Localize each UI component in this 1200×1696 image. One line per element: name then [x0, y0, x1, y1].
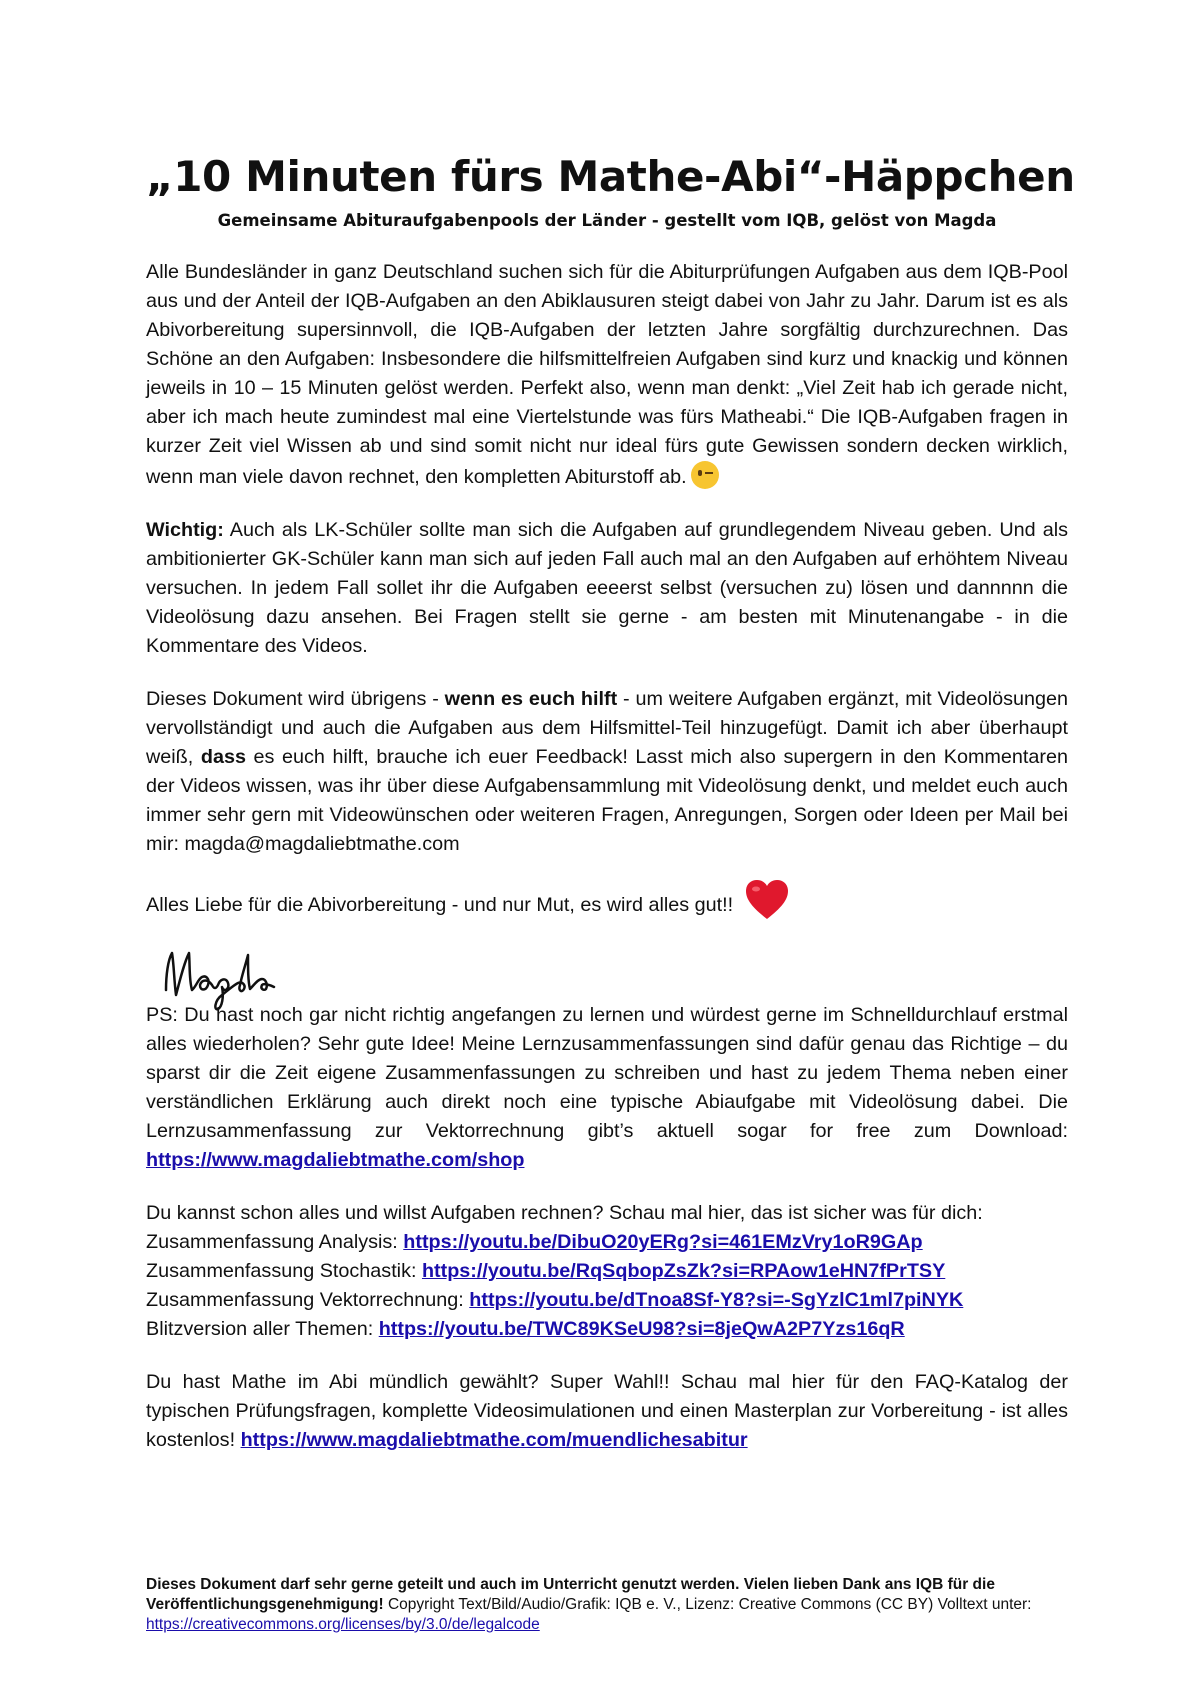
oral-exam-link[interactable]: https://www.magdaliebtmathe.com/muendlichesabitur: [240, 1429, 748, 1451]
summary-label-vektorrechnung: Zusammenfassung Vektorrechnung:: [146, 1289, 470, 1311]
page-subtitle: Gemeinsame Abituraufgabenpools der Länder - gestellt vom IQB, gelöst von Magda: [217, 211, 997, 230]
important-paragraph: [146, 516, 1068, 661]
footer-text: Copyright Text/Bild/Audio/Grafik: IQB e. V., Lizenz: Creative Commons (CC BY) Volltext unter:: [383, 1596, 1032, 1613]
list-item: [146, 1286, 1068, 1315]
ps-paragraph: [146, 1001, 1068, 1175]
closing-paragraph: [146, 879, 1068, 921]
feedback-text-3: es euch hilft, brauche ich euer Feedback! Lasst mich also supergern in den Kommentaren der Videos wissen, was ihr über diese Aufgabensammlung mit Videolösung denkt, und meldet euch auch immer sehr gern mit Videowünschen oder weiteren Fragen, Anregungen, Sorgen oder Ideen per Mail bei mir: magda@magdaliebtmathe.com: [146, 746, 1068, 855]
intro-paragraph: [146, 258, 1068, 492]
feedback-text-2: - um weitere Aufgaben ergänzt, mit Videolösungen vervollständigt und auch die Aufgaben aus dem Hilfsmittel-Teil hinzugefügt. Damit ich aber überhaupt weiß,: [146, 688, 1068, 768]
list-item: [146, 1228, 1068, 1257]
feedback-bold-2: dass: [200, 746, 246, 768]
heart-icon: [745, 879, 789, 921]
shop-link[interactable]: https://www.magdaliebtmathe.com/shop: [146, 1149, 525, 1171]
summaries-intro: Du kannst schon alles und willst Aufgaben rechnen? Schau mal hier, das ist sicher was für dich:: [146, 1202, 983, 1224]
summaries-list: [146, 1199, 1068, 1344]
vektorrechnung-link[interactable]: https://youtu.be/dTnoa8Sf-Y8?si=-SgYzlC1ml7piNYK: [469, 1289, 964, 1311]
wink-emoji-icon: [691, 461, 719, 489]
ps-text: PS: Du hast noch gar nicht richtig angefangen zu lernen und würdest gerne im Schnelldurchlauf erstmal alles wiederholen? Sehr gute Idee! Meine Lernzusammenfassungen sind dafür genau das Richtige – du sparst dir die Zeit eigene Zusammenfassungen zu schreiben und hast zu jedem Thema neben einer verständlichen Erklärung auch direkt noch eine typische Abiaufgabe mit Videolösung dabei. Die Lernzusammenfassung zur Vektorrechnung gibt’s aktuell sogar for free zum Download:: [146, 1004, 1068, 1142]
list-item: [146, 1315, 1068, 1344]
summary-label-blitzversion: Blitzversion aller Themen:: [146, 1318, 379, 1340]
license-link[interactable]: https://creativecommons.org/licenses/by/3.0/de/legalcode: [146, 1616, 540, 1633]
oral-exam-paragraph: [146, 1368, 1068, 1455]
stochastik-link[interactable]: https://youtu.be/RqSqbopZsZk?si=RPAow1eHN7fPrTSY: [421, 1260, 946, 1282]
summary-label-stochastik: Zusammenfassung Stochastik:: [146, 1260, 422, 1282]
analysis-link[interactable]: https://youtu.be/DibuO20yERg?si=461EMzVry1oR9GAp: [403, 1231, 923, 1253]
closing-text: Alles Liebe für die Abivorbereitung - und nur Mut, es wird alles gut!!: [146, 894, 734, 916]
oral-text: Du hast Mathe im Abi mündlich gewählt? Super Wahl!! Schau mal hier für den FAQ-Katalog der typischen Prüfungsfragen, komplette Videosimulationen und einen Masterplan zur Vorbereitung - ist alles kostenlos!: [146, 1371, 1068, 1451]
important-label: Wichtig:: [146, 519, 224, 541]
feedback-paragraph: [146, 685, 1068, 859]
feedback-text-1: Dieses Dokument wird übrigens -: [146, 688, 445, 710]
intro-text: Alle Bundesländer in ganz Deutschland suchen sich für die Abiturprüfungen Aufgaben aus dem IQB-Pool aus und der Anteil der IQB-Aufgaben an den Abiklausuren steigt dabei von Jahr zu Jahr. Darum ist es als Abivorbereitung supersinnvoll, die IQB-Aufgaben der letzten Jahre sorgfältig durchzurechnen. Das Schöne an den Aufgaben: Insbesondere die hilfsmittelfreien Aufgaben sind kurz und knackig und können jeweils in 10 – 15 Minuten gelöst werden. Perfekt also, wenn man denkt: „Viel Zeit hab ich gerade nicht, aber ich mach heute zumindest mal eine Viertelstunde was fürs Matheabi.“ Die IQB-Aufgaben fragen in kurzer Zeit viel Wissen ab und sind somit nicht nur ideal fürs gute Gewissen sondern decken wirklich, wenn man viele davon rechnet, den kompletten Abiturstoff ab.: [146, 261, 1068, 488]
blitzversion-link[interactable]: https://youtu.be/TWC89KSeU98?si=8jeQwA2P7Yzs16qR: [378, 1318, 905, 1340]
summary-label-analysis: Zusammenfassung Analysis:: [146, 1231, 404, 1253]
list-item: [146, 1257, 1068, 1286]
document-content: [146, 152, 1075, 1455]
footer-bold: Dieses Dokument darf sehr gerne geteilt und auch im Unterricht genutzt werden. Vielen lieben Dank ans IQB für die Veröffentlichungsgenehmigung!: [146, 1576, 995, 1613]
feedback-bold-1: wenn es euch hilft: [444, 688, 618, 710]
footer-note: [146, 1575, 1068, 1635]
important-text: Auch als LK-Schüler sollte man sich die Aufgaben auf grundlegendem Niveau geben. Und als ambitionierter GK-Schüler kann man sich auf jeden Fall auch mal an den Aufgaben auf erhöhtem Niveau versuchen. In jedem Fall sollet ihr die Aufgaben eeeerst selbst (versuchen zu) lösen und dannnnn die Videolösung dazu ansehen. Bei Fragen stellt sie gerne - am besten mit Minutenangabe - in die Kommentare des Videos.: [146, 519, 1068, 657]
page-title: „10 Minuten fürs Mathe-Abi“-Häppchen: [146, 152, 1075, 201]
